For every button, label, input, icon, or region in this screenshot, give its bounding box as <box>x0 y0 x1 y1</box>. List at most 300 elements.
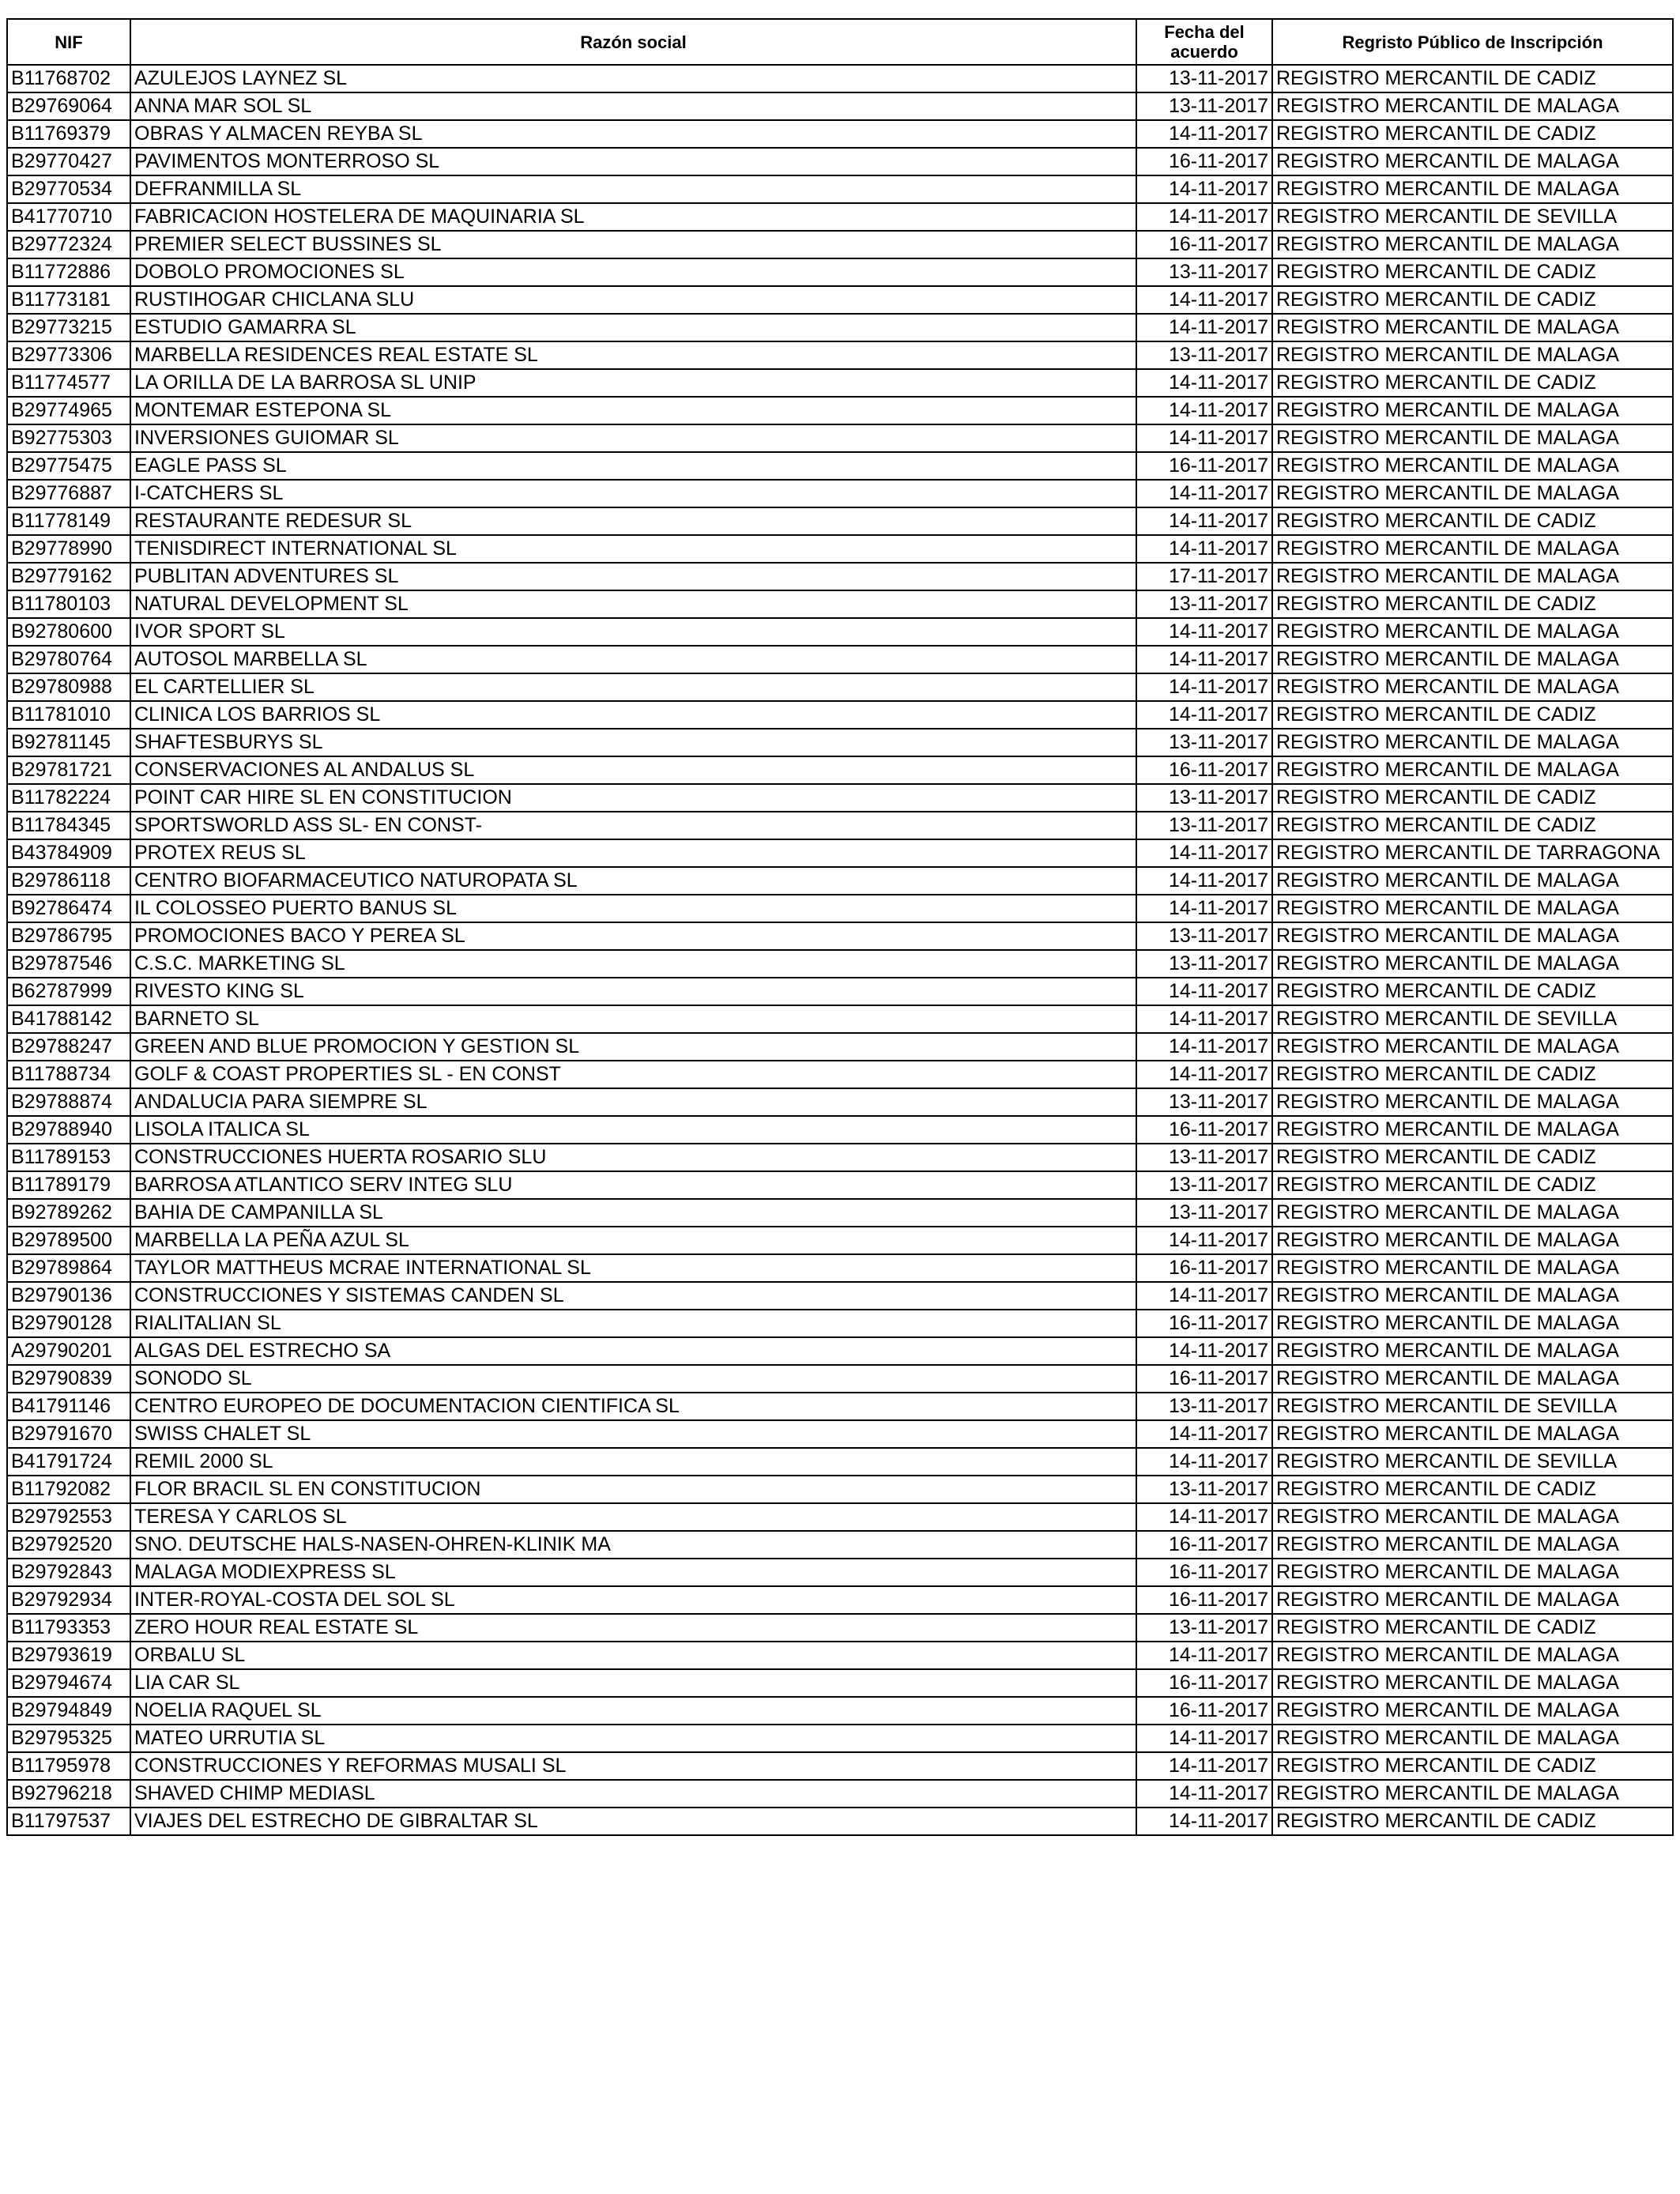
cell-fecha-acuerdo: 14-11-2017 <box>1136 1642 1272 1669</box>
cell-fecha-acuerdo: 14-11-2017 <box>1136 286 1272 314</box>
cell-razon-social: CONSERVACIONES AL ANDALUS SL <box>130 756 1136 784</box>
cell-fecha-acuerdo: 13-11-2017 <box>1136 784 1272 812</box>
cell-razon-social: SONODO SL <box>130 1365 1136 1393</box>
cell-fecha-acuerdo: 13-11-2017 <box>1136 950 1272 978</box>
cell-razon-social: NOELIA RAQUEL SL <box>130 1697 1136 1725</box>
cell-fecha-acuerdo: 14-11-2017 <box>1136 618 1272 646</box>
table-row <box>7 1448 1673 1476</box>
cell-nif: B11784345 <box>7 812 130 839</box>
cell-registro: REGISTRO MERCANTIL DE MALAGA <box>1272 729 1673 756</box>
cell-razon-social: MONTEMAR ESTEPONA SL <box>130 397 1136 424</box>
cell-razon-social: AZULEJOS LAYNEZ SL <box>130 65 1136 92</box>
cell-fecha-acuerdo: 14-11-2017 <box>1136 369 1272 397</box>
table-row <box>7 1586 1673 1614</box>
cell-registro: REGISTRO MERCANTIL DE CADIZ <box>1272 1614 1673 1642</box>
table-row <box>7 1614 1673 1642</box>
cell-razon-social: PROTEX REUS SL <box>130 839 1136 867</box>
cell-fecha-acuerdo: 16-11-2017 <box>1136 1254 1272 1282</box>
cell-nif: B92796218 <box>7 1780 130 1808</box>
table-row <box>7 1559 1673 1586</box>
cell-razon-social: PREMIER SELECT BUSSINES SL <box>130 231 1136 258</box>
table-body <box>7 65 1673 1835</box>
cell-nif: B29793619 <box>7 1642 130 1669</box>
cell-nif: B11781010 <box>7 701 130 729</box>
table-row <box>7 1171 1673 1199</box>
cell-fecha-acuerdo: 13-11-2017 <box>1136 341 1272 369</box>
cell-fecha-acuerdo: 14-11-2017 <box>1136 203 1272 231</box>
cell-registro: REGISTRO MERCANTIL DE MALAGA <box>1272 1227 1673 1254</box>
cell-fecha-acuerdo: 13-11-2017 <box>1136 1476 1272 1503</box>
cell-fecha-acuerdo: 13-11-2017 <box>1136 1171 1272 1199</box>
cell-nif: B29773215 <box>7 314 130 341</box>
table-row <box>7 895 1673 922</box>
cell-fecha-acuerdo: 14-11-2017 <box>1136 480 1272 507</box>
cell-razon-social: MALAGA MODIEXPRESS SL <box>130 1559 1136 1586</box>
table-row <box>7 92 1673 120</box>
cell-registro: REGISTRO MERCANTIL DE MALAGA <box>1272 92 1673 120</box>
table-row <box>7 784 1673 812</box>
cell-nif: B92789262 <box>7 1199 130 1227</box>
cell-razon-social: POINT CAR HIRE SL EN CONSTITUCION <box>130 784 1136 812</box>
cell-registro: REGISTRO MERCANTIL DE MALAGA <box>1272 1531 1673 1559</box>
cell-nif: B11778149 <box>7 507 130 535</box>
cell-nif: B92780600 <box>7 618 130 646</box>
cell-nif: B29790136 <box>7 1282 130 1310</box>
table-row <box>7 1365 1673 1393</box>
table-row <box>7 369 1673 397</box>
cell-registro: REGISTRO MERCANTIL DE CADIZ <box>1272 369 1673 397</box>
cell-razon-social: LISOLA ITALICA SL <box>130 1116 1136 1144</box>
cell-nif: B29795325 <box>7 1725 130 1752</box>
table-row <box>7 314 1673 341</box>
cell-registro: REGISTRO MERCANTIL DE MALAGA <box>1272 563 1673 590</box>
cell-nif: B29794674 <box>7 1669 130 1697</box>
table-row <box>7 1669 1673 1697</box>
cell-registro: REGISTRO MERCANTIL DE MALAGA <box>1272 1254 1673 1282</box>
header-nif: NIF <box>7 19 130 65</box>
cell-fecha-acuerdo: 16-11-2017 <box>1136 1116 1272 1144</box>
cell-fecha-acuerdo: 13-11-2017 <box>1136 1199 1272 1227</box>
cell-razon-social: EL CARTELLIER SL <box>130 673 1136 701</box>
cell-nif: B29781721 <box>7 756 130 784</box>
table-row <box>7 1005 1673 1033</box>
cell-fecha-acuerdo: 13-11-2017 <box>1136 92 1272 120</box>
cell-razon-social: IL COLOSSEO PUERTO BANUS SL <box>130 895 1136 922</box>
cell-razon-social: TENISDIRECT INTERNATIONAL SL <box>130 535 1136 563</box>
table-row <box>7 1254 1673 1282</box>
cell-nif: B29792553 <box>7 1503 130 1531</box>
table-row <box>7 1144 1673 1171</box>
table-row <box>7 1116 1673 1144</box>
cell-registro: REGISTRO MERCANTIL DE MALAGA <box>1272 480 1673 507</box>
cell-razon-social: RIVESTO KING SL <box>130 978 1136 1005</box>
cell-fecha-acuerdo: 14-11-2017 <box>1136 839 1272 867</box>
cell-razon-social: LA ORILLA DE LA BARROSA SL UNIP <box>130 369 1136 397</box>
cell-nif: B11797537 <box>7 1808 130 1835</box>
cell-nif: B11789153 <box>7 1144 130 1171</box>
table-row <box>7 397 1673 424</box>
cell-nif: B29788874 <box>7 1088 130 1116</box>
cell-razon-social: BARROSA ATLANTICO SERV INTEG SLU <box>130 1171 1136 1199</box>
cell-nif: B11772886 <box>7 258 130 286</box>
cell-registro: REGISTRO MERCANTIL DE CADIZ <box>1272 701 1673 729</box>
table-row <box>7 535 1673 563</box>
cell-fecha-acuerdo: 13-11-2017 <box>1136 1088 1272 1116</box>
cell-razon-social: CLINICA LOS BARRIOS SL <box>130 701 1136 729</box>
cell-fecha-acuerdo: 16-11-2017 <box>1136 1365 1272 1393</box>
cell-registro: REGISTRO MERCANTIL DE MALAGA <box>1272 1420 1673 1448</box>
cell-nif: B29792520 <box>7 1531 130 1559</box>
table-row <box>7 563 1673 590</box>
table-row <box>7 590 1673 618</box>
cell-registro: REGISTRO MERCANTIL DE CADIZ <box>1272 1476 1673 1503</box>
cell-fecha-acuerdo: 14-11-2017 <box>1136 120 1272 148</box>
cell-registro: REGISTRO MERCANTIL DE CADIZ <box>1272 1171 1673 1199</box>
cell-registro: REGISTRO MERCANTIL DE TARRAGONA <box>1272 839 1673 867</box>
cell-razon-social: OBRAS Y ALMACEN REYBA SL <box>130 120 1136 148</box>
cell-razon-social: LIA CAR SL <box>130 1669 1136 1697</box>
cell-registro: REGISTRO MERCANTIL DE MALAGA <box>1272 1310 1673 1337</box>
cell-razon-social: TAYLOR MATTHEUS MCRAE INTERNATIONAL SL <box>130 1254 1136 1282</box>
cell-razon-social: RIALITALIAN SL <box>130 1310 1136 1337</box>
cell-razon-social: INVERSIONES GUIOMAR SL <box>130 424 1136 452</box>
cell-fecha-acuerdo: 17-11-2017 <box>1136 563 1272 590</box>
cell-nif: B11793353 <box>7 1614 130 1642</box>
cell-registro: REGISTRO MERCANTIL DE MALAGA <box>1272 452 1673 480</box>
cell-fecha-acuerdo: 14-11-2017 <box>1136 1337 1272 1365</box>
cell-nif: B92781145 <box>7 729 130 756</box>
cell-nif: B41791724 <box>7 1448 130 1476</box>
table-row <box>7 1503 1673 1531</box>
cell-registro: REGISTRO MERCANTIL DE CADIZ <box>1272 65 1673 92</box>
cell-nif: B29776887 <box>7 480 130 507</box>
table-row <box>7 1282 1673 1310</box>
cell-fecha-acuerdo: 14-11-2017 <box>1136 1448 1272 1476</box>
cell-registro: REGISTRO MERCANTIL DE MALAGA <box>1272 397 1673 424</box>
cell-registro: REGISTRO MERCANTIL DE MALAGA <box>1272 1697 1673 1725</box>
cell-fecha-acuerdo: 14-11-2017 <box>1136 978 1272 1005</box>
cell-nif: B11780103 <box>7 590 130 618</box>
cell-fecha-acuerdo: 14-11-2017 <box>1136 1725 1272 1752</box>
cell-nif: B29790128 <box>7 1310 130 1337</box>
header-row <box>7 19 1673 65</box>
table-row <box>7 452 1673 480</box>
cell-razon-social: ANDALUCIA PARA SIEMPRE SL <box>130 1088 1136 1116</box>
cell-nif: B11773181 <box>7 286 130 314</box>
cell-nif: B29790839 <box>7 1365 130 1393</box>
cell-fecha-acuerdo: 14-11-2017 <box>1136 1061 1272 1088</box>
table-row <box>7 618 1673 646</box>
cell-registro: REGISTRO MERCANTIL DE CADIZ <box>1272 1144 1673 1171</box>
cell-razon-social: SHAFTESBURYS SL <box>130 729 1136 756</box>
table-row <box>7 1725 1673 1752</box>
table-row <box>7 673 1673 701</box>
cell-fecha-acuerdo: 13-11-2017 <box>1136 1393 1272 1420</box>
cell-registro: REGISTRO MERCANTIL DE MALAGA <box>1272 1642 1673 1669</box>
cell-nif: B92786474 <box>7 895 130 922</box>
cell-razon-social: ORBALU SL <box>130 1642 1136 1669</box>
cell-nif: B29770427 <box>7 148 130 175</box>
cell-razon-social: I-CATCHERS SL <box>130 480 1136 507</box>
cell-registro: REGISTRO MERCANTIL DE CADIZ <box>1272 286 1673 314</box>
table-row <box>7 1752 1673 1780</box>
cell-nif: B11789179 <box>7 1171 130 1199</box>
cell-registro: REGISTRO MERCANTIL DE CADIZ <box>1272 120 1673 148</box>
cell-registro: REGISTRO MERCANTIL DE CADIZ <box>1272 590 1673 618</box>
cell-registro: REGISTRO MERCANTIL DE CADIZ <box>1272 1752 1673 1780</box>
table-row <box>7 203 1673 231</box>
cell-fecha-acuerdo: 13-11-2017 <box>1136 258 1272 286</box>
cell-nif: B41791146 <box>7 1393 130 1420</box>
cell-registro: REGISTRO MERCANTIL DE MALAGA <box>1272 1088 1673 1116</box>
cell-registro: REGISTRO MERCANTIL DE MALAGA <box>1272 1725 1673 1752</box>
table-row <box>7 148 1673 175</box>
cell-fecha-acuerdo: 14-11-2017 <box>1136 673 1272 701</box>
cell-registro: REGISTRO MERCANTIL DE CADIZ <box>1272 784 1673 812</box>
table-row <box>7 1697 1673 1725</box>
table-row <box>7 424 1673 452</box>
table-row <box>7 839 1673 867</box>
cell-fecha-acuerdo: 14-11-2017 <box>1136 1227 1272 1254</box>
table-row <box>7 120 1673 148</box>
cell-nif: B29778990 <box>7 535 130 563</box>
cell-nif: B29774965 <box>7 397 130 424</box>
cell-nif: B11792082 <box>7 1476 130 1503</box>
cell-fecha-acuerdo: 14-11-2017 <box>1136 867 1272 895</box>
cell-fecha-acuerdo: 14-11-2017 <box>1136 646 1272 673</box>
cell-razon-social: BARNETO SL <box>130 1005 1136 1033</box>
cell-razon-social: MARBELLA LA PEÑA AZUL SL <box>130 1227 1136 1254</box>
cell-registro: REGISTRO MERCANTIL DE CADIZ <box>1272 1808 1673 1835</box>
table-row <box>7 1420 1673 1448</box>
cell-registro: REGISTRO MERCANTIL DE MALAGA <box>1272 618 1673 646</box>
header-razon-social: Razón social <box>130 19 1136 65</box>
table-row <box>7 1088 1673 1116</box>
cell-razon-social: PAVIMENTOS MONTERROSO SL <box>130 148 1136 175</box>
cell-fecha-acuerdo: 14-11-2017 <box>1136 1420 1272 1448</box>
cell-registro: REGISTRO MERCANTIL DE CADIZ <box>1272 258 1673 286</box>
cell-fecha-acuerdo: 16-11-2017 <box>1136 148 1272 175</box>
cell-registro: REGISTRO MERCANTIL DE MALAGA <box>1272 1586 1673 1614</box>
cell-registro: REGISTRO MERCANTIL DE MALAGA <box>1272 1337 1673 1365</box>
cell-registro: REGISTRO MERCANTIL DE CADIZ <box>1272 978 1673 1005</box>
cell-registro: REGISTRO MERCANTIL DE SEVILLA <box>1272 1393 1673 1420</box>
table-row <box>7 65 1673 92</box>
cell-fecha-acuerdo: 14-11-2017 <box>1136 1503 1272 1531</box>
cell-razon-social: RUSTIHOGAR CHICLANA SLU <box>130 286 1136 314</box>
cell-razon-social: GREEN AND BLUE PROMOCION Y GESTION SL <box>130 1033 1136 1061</box>
cell-registro: REGISTRO MERCANTIL DE MALAGA <box>1272 646 1673 673</box>
table-row <box>7 756 1673 784</box>
table-row <box>7 646 1673 673</box>
cell-nif: B11768702 <box>7 65 130 92</box>
cell-fecha-acuerdo: 13-11-2017 <box>1136 65 1272 92</box>
table-row <box>7 1780 1673 1808</box>
table-header <box>7 19 1673 65</box>
cell-nif: B29786795 <box>7 922 130 950</box>
cell-nif: B11774577 <box>7 369 130 397</box>
cell-fecha-acuerdo: 16-11-2017 <box>1136 1586 1272 1614</box>
cell-fecha-acuerdo: 13-11-2017 <box>1136 1614 1272 1642</box>
cell-razon-social: GOLF & COAST PROPERTIES SL - EN CONST <box>130 1061 1136 1088</box>
cell-fecha-acuerdo: 14-11-2017 <box>1136 1282 1272 1310</box>
cell-fecha-acuerdo: 14-11-2017 <box>1136 895 1272 922</box>
cell-razon-social: SHAVED CHIMP MEDIASL <box>130 1780 1136 1808</box>
cell-fecha-acuerdo: 16-11-2017 <box>1136 452 1272 480</box>
cell-razon-social: VIAJES DEL ESTRECHO DE GIBRALTAR SL <box>130 1808 1136 1835</box>
cell-razon-social: MATEO URRUTIA SL <box>130 1725 1136 1752</box>
cell-razon-social: TERESA Y CARLOS SL <box>130 1503 1136 1531</box>
cell-razon-social: REMIL 2000 SL <box>130 1448 1136 1476</box>
cell-fecha-acuerdo: 13-11-2017 <box>1136 729 1272 756</box>
cell-fecha-acuerdo: 14-11-2017 <box>1136 1033 1272 1061</box>
cell-registro: REGISTRO MERCANTIL DE MALAGA <box>1272 231 1673 258</box>
table-row <box>7 1393 1673 1420</box>
table-row <box>7 231 1673 258</box>
cell-fecha-acuerdo: 16-11-2017 <box>1136 756 1272 784</box>
table-row <box>7 175 1673 203</box>
cell-registro: REGISTRO MERCANTIL DE MALAGA <box>1272 950 1673 978</box>
header-fecha-line1: Fecha del <box>1164 22 1245 42</box>
cell-registro: REGISTRO MERCANTIL DE MALAGA <box>1272 424 1673 452</box>
cell-razon-social: ANNA MAR SOL SL <box>130 92 1136 120</box>
cell-fecha-acuerdo: 13-11-2017 <box>1136 812 1272 839</box>
cell-razon-social: CONSTRUCCIONES Y REFORMAS MUSALI SL <box>130 1752 1136 1780</box>
cell-registro: REGISTRO MERCANTIL DE MALAGA <box>1272 1365 1673 1393</box>
cell-razon-social: BAHIA DE CAMPANILLA SL <box>130 1199 1136 1227</box>
cell-razon-social: SWISS CHALET SL <box>130 1420 1136 1448</box>
cell-fecha-acuerdo: 14-11-2017 <box>1136 175 1272 203</box>
cell-nif: B29787546 <box>7 950 130 978</box>
cell-nif: B41788142 <box>7 1005 130 1033</box>
table-row <box>7 867 1673 895</box>
cell-fecha-acuerdo: 16-11-2017 <box>1136 1310 1272 1337</box>
cell-nif: B29788940 <box>7 1116 130 1144</box>
cell-fecha-acuerdo: 16-11-2017 <box>1136 1559 1272 1586</box>
cell-registro: REGISTRO MERCANTIL DE MALAGA <box>1272 1199 1673 1227</box>
cell-registro: REGISTRO MERCANTIL DE MALAGA <box>1272 535 1673 563</box>
cell-razon-social: CENTRO BIOFARMACEUTICO NATUROPATA SL <box>130 867 1136 895</box>
cell-fecha-acuerdo: 14-11-2017 <box>1136 424 1272 452</box>
cell-registro: REGISTRO MERCANTIL DE MALAGA <box>1272 1780 1673 1808</box>
cell-fecha-acuerdo: 14-11-2017 <box>1136 507 1272 535</box>
cell-registro: REGISTRO MERCANTIL DE MALAGA <box>1272 895 1673 922</box>
table-row <box>7 1310 1673 1337</box>
cell-nif: B29780988 <box>7 673 130 701</box>
header-fecha-line2: acuerdo <box>1170 42 1238 62</box>
cell-razon-social: AUTOSOL MARBELLA SL <box>130 646 1136 673</box>
cell-registro: REGISTRO MERCANTIL DE CADIZ <box>1272 1061 1673 1088</box>
cell-nif: B29772324 <box>7 231 130 258</box>
cell-razon-social: CONSTRUCCIONES Y SISTEMAS CANDEN SL <box>130 1282 1136 1310</box>
header-fecha-acuerdo <box>1136 19 1272 65</box>
cell-nif: B29775475 <box>7 452 130 480</box>
cell-registro: REGISTRO MERCANTIL DE MALAGA <box>1272 314 1673 341</box>
table-row <box>7 922 1673 950</box>
cell-razon-social: INTER-ROYAL-COSTA DEL SOL SL <box>130 1586 1136 1614</box>
cell-fecha-acuerdo: 16-11-2017 <box>1136 1697 1272 1725</box>
cell-registro: REGISTRO MERCANTIL DE MALAGA <box>1272 1503 1673 1531</box>
cell-razon-social: RESTAURANTE REDESUR SL <box>130 507 1136 535</box>
cell-razon-social: FLOR BRACIL SL EN CONSTITUCION <box>130 1476 1136 1503</box>
table-row <box>7 258 1673 286</box>
cell-registro: REGISTRO MERCANTIL DE MALAGA <box>1272 756 1673 784</box>
cell-fecha-acuerdo: 13-11-2017 <box>1136 1144 1272 1171</box>
cell-registro: REGISTRO MERCANTIL DE MALAGA <box>1272 1033 1673 1061</box>
cell-fecha-acuerdo: 13-11-2017 <box>1136 922 1272 950</box>
table-row <box>7 1227 1673 1254</box>
cell-nif: B29794849 <box>7 1697 130 1725</box>
cell-nif: B62787999 <box>7 978 130 1005</box>
cell-razon-social: FABRICACION HOSTELERA DE MAQUINARIA SL <box>130 203 1136 231</box>
cell-fecha-acuerdo: 16-11-2017 <box>1136 1531 1272 1559</box>
cell-nif: B29792934 <box>7 1586 130 1614</box>
cell-razon-social: IVOR SPORT SL <box>130 618 1136 646</box>
cell-registro: REGISTRO MERCANTIL DE SEVILLA <box>1272 1448 1673 1476</box>
table-row <box>7 1531 1673 1559</box>
cell-razon-social: C.S.C. MARKETING SL <box>130 950 1136 978</box>
cell-nif: A29790201 <box>7 1337 130 1365</box>
table-row <box>7 480 1673 507</box>
cell-razon-social: PROMOCIONES BACO Y PEREA SL <box>130 922 1136 950</box>
cell-fecha-acuerdo: 14-11-2017 <box>1136 1780 1272 1808</box>
cell-fecha-acuerdo: 14-11-2017 <box>1136 535 1272 563</box>
cell-razon-social: DOBOLO PROMOCIONES SL <box>130 258 1136 286</box>
table-row <box>7 701 1673 729</box>
cell-nif: B92775303 <box>7 424 130 452</box>
cell-razon-social: PUBLITAN ADVENTURES SL <box>130 563 1136 590</box>
table-row <box>7 812 1673 839</box>
cell-razon-social: SPORTSWORLD ASS SL- EN CONST- <box>130 812 1136 839</box>
table-row <box>7 1033 1673 1061</box>
table-row <box>7 978 1673 1005</box>
table-row <box>7 1808 1673 1835</box>
table-row <box>7 1199 1673 1227</box>
cell-nif: B29788247 <box>7 1033 130 1061</box>
table-row <box>7 1061 1673 1088</box>
cell-registro: REGISTRO MERCANTIL DE MALAGA <box>1272 1282 1673 1310</box>
cell-fecha-acuerdo: 14-11-2017 <box>1136 314 1272 341</box>
cell-razon-social: ZERO HOUR REAL ESTATE SL <box>130 1614 1136 1642</box>
cell-nif: B11795978 <box>7 1752 130 1780</box>
cell-razon-social: EAGLE PASS SL <box>130 452 1136 480</box>
cell-nif: B29789500 <box>7 1227 130 1254</box>
cell-razon-social: CONSTRUCCIONES HUERTA ROSARIO SLU <box>130 1144 1136 1171</box>
cell-nif: B11788734 <box>7 1061 130 1088</box>
cell-registro: REGISTRO MERCANTIL DE SEVILLA <box>1272 1005 1673 1033</box>
cell-nif: B29786118 <box>7 867 130 895</box>
table-row <box>7 286 1673 314</box>
cell-nif: B29791670 <box>7 1420 130 1448</box>
cell-nif: B29773306 <box>7 341 130 369</box>
header-registro: Regristo Público de Inscripción <box>1272 19 1673 65</box>
cell-registro: REGISTRO MERCANTIL DE SEVILLA <box>1272 203 1673 231</box>
cell-fecha-acuerdo: 14-11-2017 <box>1136 397 1272 424</box>
table-row <box>7 1642 1673 1669</box>
registry-sheet <box>6 18 1672 1836</box>
cell-nif: B11782224 <box>7 784 130 812</box>
cell-fecha-acuerdo: 16-11-2017 <box>1136 231 1272 258</box>
cell-registro: REGISTRO MERCANTIL DE MALAGA <box>1272 1669 1673 1697</box>
cell-fecha-acuerdo: 14-11-2017 <box>1136 1808 1272 1835</box>
table-row <box>7 507 1673 535</box>
cell-fecha-acuerdo: 13-11-2017 <box>1136 590 1272 618</box>
cell-nif: B29792843 <box>7 1559 130 1586</box>
registry-table <box>6 18 1674 1836</box>
table-row <box>7 729 1673 756</box>
cell-registro: REGISTRO MERCANTIL DE MALAGA <box>1272 673 1673 701</box>
cell-registro: REGISTRO MERCANTIL DE CADIZ <box>1272 812 1673 839</box>
